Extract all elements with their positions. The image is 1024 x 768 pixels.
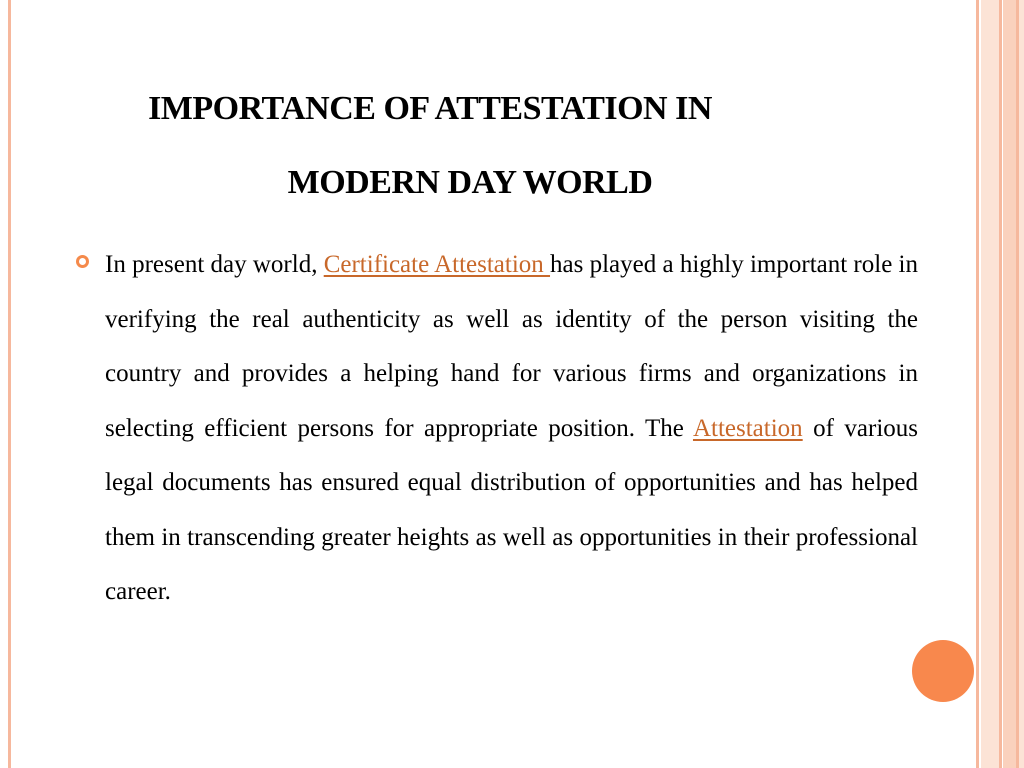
text-segment: of various legal documents has ensured equal distribution of opportunities and has helped them in transcending greater heights as well as opportunities in their professional career. bbox=[105, 414, 918, 605]
stripe bbox=[976, 0, 979, 768]
text-segment: In present day world, bbox=[105, 251, 324, 278]
stripe bbox=[999, 0, 1002, 768]
certificate-attestation-link[interactable]: Certificate Attestation bbox=[323, 251, 551, 278]
body-text bbox=[105, 238, 918, 620]
text-segment: has played a highly important role in verifying the real authenticity as well as identity of the person visiting the country and provides a helping hand for various firms and organizations in selecting efficient persons for appropriate position. The bbox=[105, 251, 918, 442]
stripe bbox=[1019, 0, 1024, 768]
title-line-1: IMPORTANCE OF ATTESTATION IN bbox=[148, 90, 712, 127]
title-line-2: MODERN DAY WORLD bbox=[287, 164, 653, 201]
orange-circle-decoration bbox=[912, 640, 974, 702]
hollow-circle-bullet-icon bbox=[76, 255, 89, 268]
slide-title bbox=[100, 72, 840, 220]
stripe bbox=[1003, 0, 1016, 768]
right-decorative-stripes bbox=[976, 0, 1024, 768]
left-border-line bbox=[8, 0, 11, 768]
stripe bbox=[981, 0, 999, 768]
bullet-paragraph bbox=[72, 238, 918, 620]
attestation-link[interactable]: Attestation bbox=[692, 414, 803, 442]
